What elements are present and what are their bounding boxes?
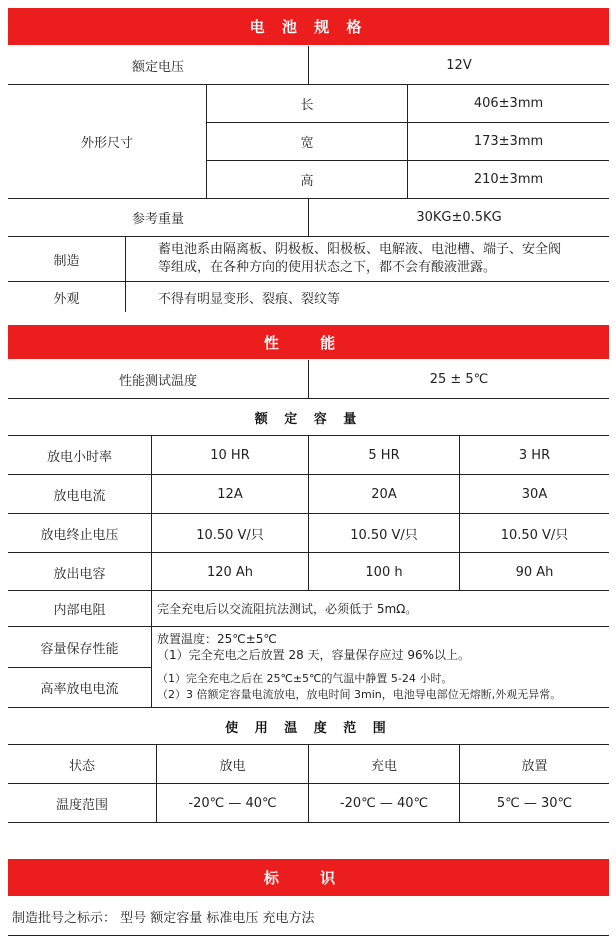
capacity-cell: 10.50 V/只 (196, 527, 264, 543)
appearance-label: 外观 (53, 291, 80, 307)
temp-head-charge: 充电 (370, 758, 397, 774)
capacity-cell: 10.50 V/只 (350, 527, 418, 543)
line (459, 744, 460, 822)
height-value: 210±3mm (473, 171, 544, 187)
temp-row-charge: -20℃ — 40℃ (339, 795, 429, 811)
height-label: 高 (300, 173, 314, 189)
temp-head-state: 状态 (68, 758, 95, 774)
capacity-cell: 100 h (365, 564, 403, 580)
high-rate-text (157, 667, 609, 707)
line (8, 707, 609, 708)
line (8, 626, 609, 627)
capacity-cell: 20A (371, 486, 397, 502)
test-temp-value: 25 ± 5℃ (429, 371, 489, 387)
batch-number-text: 制造批号之标示： 型号 额定容量 标准电压 充电方法 (12, 910, 315, 926)
internal-resistance-label: 内部电阻 (53, 602, 106, 618)
line (207, 160, 609, 161)
temp-row-storage: 5℃ — 30℃ (496, 795, 573, 811)
line (207, 122, 609, 123)
line (8, 590, 609, 591)
line (8, 281, 609, 282)
line (8, 398, 609, 399)
capacity-row-label: 放电电流 (53, 488, 106, 504)
manufacture-line-1: 蓄电池系由隔离板、阴极板、阳极板、电解液、电池槽、端子、安全阀 (158, 242, 562, 257)
internal-resistance-value: 完全充电后以交流阻抗法测试，必须低于 5mΩ。 (157, 601, 418, 616)
dimension-label: 外形尺寸 (80, 135, 133, 151)
line (8, 236, 609, 237)
line (206, 84, 207, 198)
retention-line-2: （1）完全充电之后放置 28 天，容量保存应过 96%以上。 (157, 648, 471, 662)
line (8, 935, 609, 936)
line (8, 84, 609, 85)
rated-voltage-value: 12V (446, 57, 472, 73)
capacity-subtitle: 额 定 容 量 (254, 411, 363, 427)
high-rate-line-2: （2）3 倍额定容量电流放电，放电时间 3min，电池导电部位无熔断,外观无异常。 (157, 688, 562, 701)
capacity-cell: 10.50 V/只 (500, 527, 569, 543)
rated-voltage-label: 额定电压 (131, 59, 184, 75)
manufacture-label: 制造 (53, 253, 80, 269)
line (156, 744, 157, 822)
temp-head-discharge: 放电 (219, 758, 246, 774)
temp-row-label: 温度范围 (55, 797, 108, 813)
line (308, 744, 309, 822)
length-value: 406±3mm (473, 95, 544, 111)
line (308, 46, 309, 84)
length-label: 长 (300, 97, 314, 113)
appearance-value: 不得有明显变形、裂痕、裂纹等 (158, 291, 341, 307)
line (125, 236, 126, 312)
retention-text (157, 627, 609, 667)
manufacture-line-2: 等组成，在各种方向的使用状态之下，都不会有酸液泄露。 (158, 260, 497, 275)
high-rate-line-1: （1）完全充电之后在 25℃±5℃的气温中静置 5-24 小时。 (157, 672, 453, 685)
capacity-cell: 3 HR (518, 447, 551, 463)
line (308, 435, 309, 590)
capacity-row-label: 放出电容 (53, 566, 106, 582)
width-value: 173±3mm (473, 133, 544, 149)
capacity-cell: 5 HR (368, 447, 400, 463)
test-temp-label: 性能测试温度 (118, 373, 197, 389)
line (308, 360, 309, 398)
capacity-cell: 10 HR (210, 447, 250, 463)
line (459, 435, 460, 590)
line (407, 84, 408, 198)
capacity-cell: 30A (521, 486, 548, 502)
spec-section-header: 电 池 规 格 (8, 8, 609, 45)
high-rate-label: 高率放电电流 (40, 681, 119, 697)
line (151, 435, 152, 590)
temp-range-subtitle: 使 用 温 度 范 围 (225, 720, 392, 736)
perf-section-header: 性 能 (8, 325, 609, 359)
temp-row-discharge: -20℃ — 40℃ (188, 795, 277, 811)
line (308, 198, 309, 236)
retention-line-1: 放置温度：25℃±5℃ (157, 632, 277, 646)
capacity-cell: 12A (217, 486, 243, 502)
line (8, 822, 609, 823)
capacity-cell: 120 Ah (206, 564, 254, 580)
weight-label: 参考重量 (131, 211, 184, 227)
line (8, 667, 151, 668)
retention-label: 容量保存性能 (40, 641, 119, 657)
manufacture-text (158, 237, 610, 281)
line (151, 590, 152, 707)
width-label: 宽 (300, 135, 314, 151)
temp-head-storage: 放置 (521, 758, 548, 774)
weight-value: 30KG±0.5KG (416, 209, 502, 225)
capacity-cell: 90 Ah (515, 564, 554, 580)
capacity-row-label: 放电小时率 (46, 449, 112, 465)
mark-section-header: 标 识 (8, 859, 609, 896)
capacity-row-label: 放电终止电压 (40, 527, 119, 543)
